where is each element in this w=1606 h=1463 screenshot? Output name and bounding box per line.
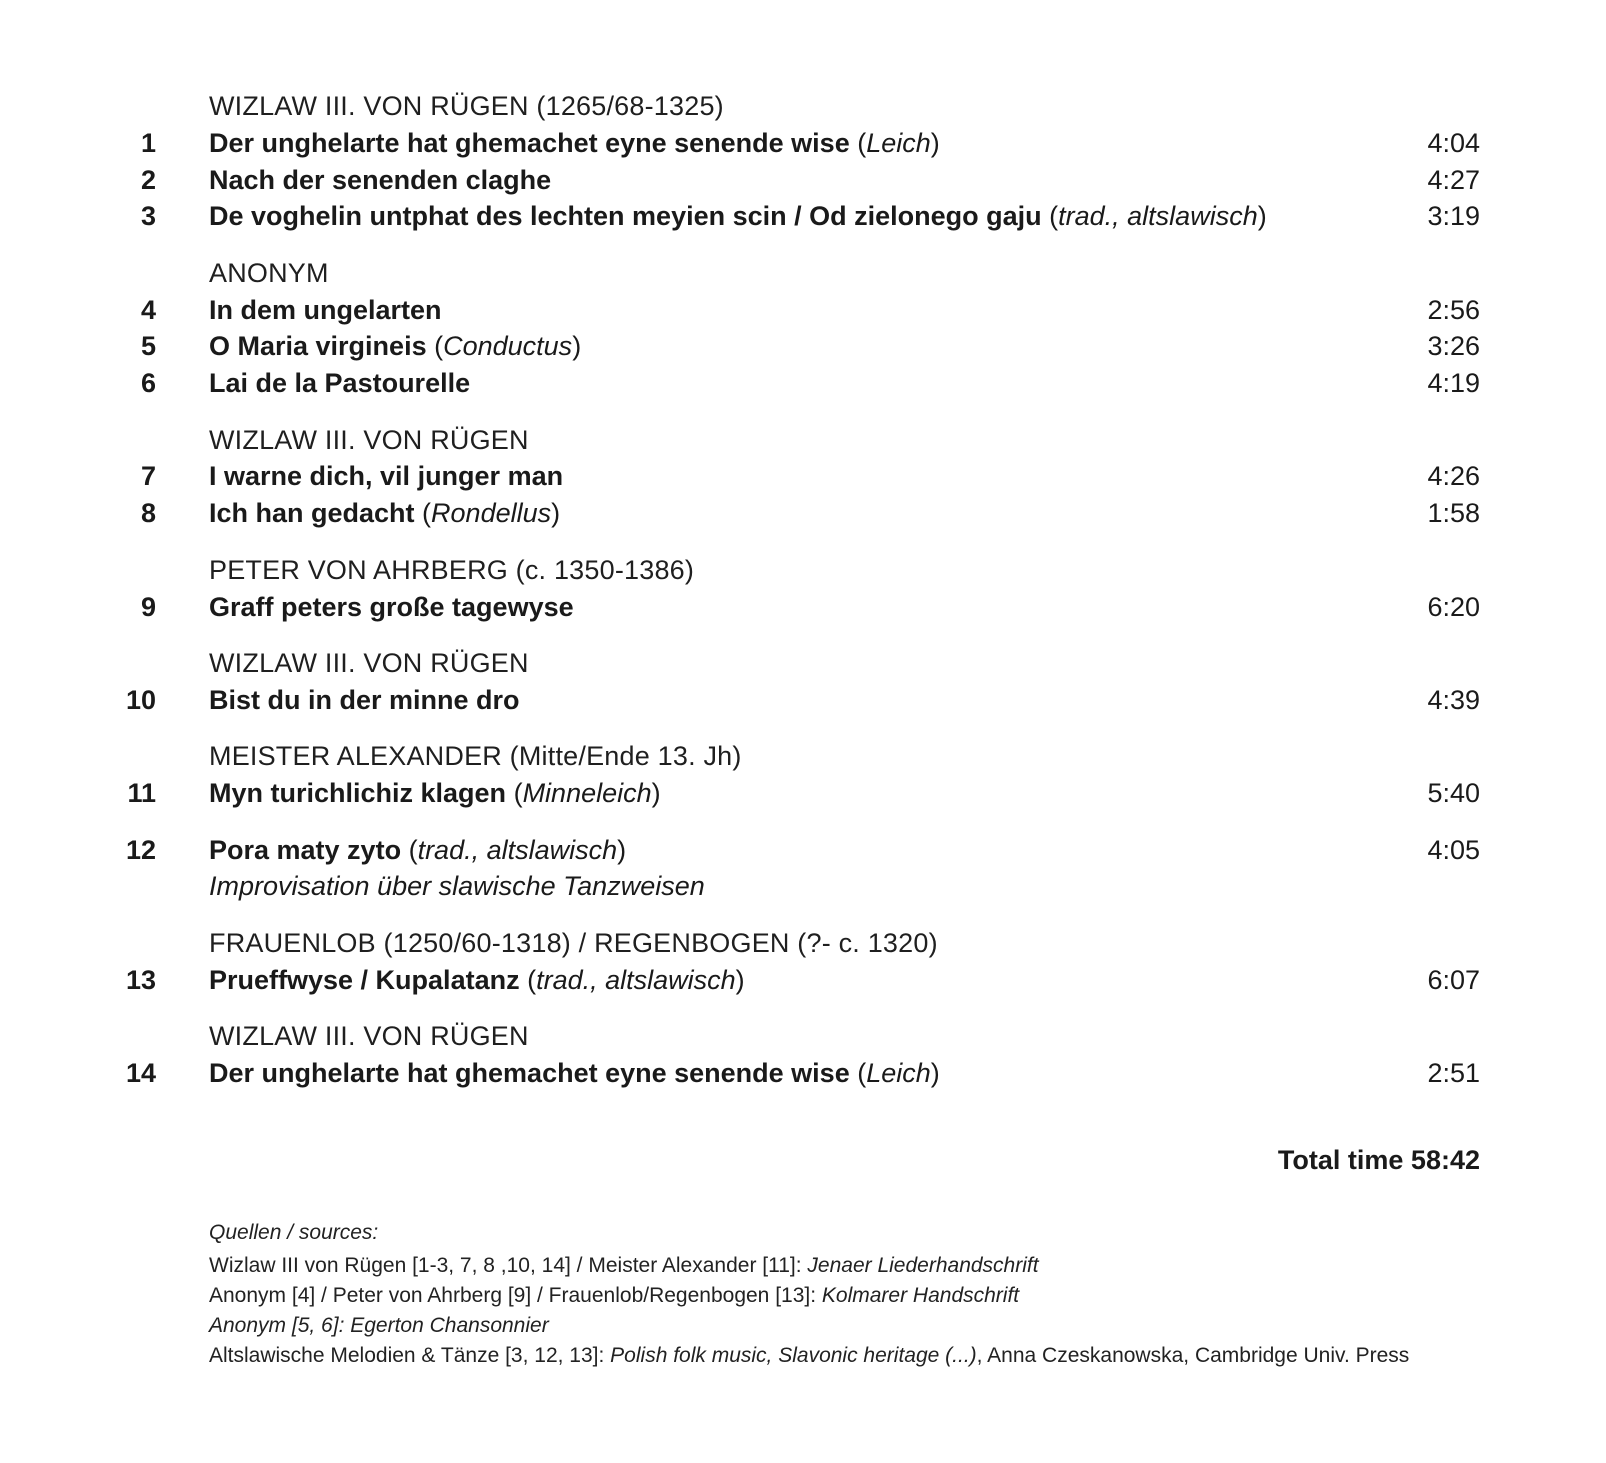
track-title: Pora maty zyto (trad., altslawisch)	[209, 835, 627, 865]
track-row	[0, 683, 1606, 719]
track-number: 13	[125, 965, 156, 995]
track-row	[0, 329, 1606, 365]
track-row	[0, 199, 1606, 235]
track-title: De voghelin untphat des lechten meyien scin / Od zielonego gaju (trad., altslawisch)	[209, 201, 1267, 231]
track-subtitle: Improvisation über slawische Tanzweisen	[209, 871, 705, 901]
track-title-text: Der unghelarte hat ghemachet eyne senende wise	[209, 128, 850, 158]
track-duration: 2:56	[1427, 295, 1480, 325]
composer-heading: WIZLAW III. VON RÜGEN	[209, 425, 529, 455]
track-duration: 5:40	[1427, 778, 1480, 808]
source-manuscript: Anonym [5, 6]: Egerton Chansonnier	[209, 1314, 549, 1337]
track-number: 2	[140, 165, 156, 195]
source-text: Wizlaw III von Rügen [1-3, 7, 8 ,10, 14] / Meister Alexander [11]:	[209, 1254, 808, 1277]
track-row	[0, 590, 1606, 626]
track-row	[0, 163, 1606, 199]
track-title: Ich han gedacht (Rondellus)	[209, 498, 561, 528]
track-note: Minneleich	[522, 778, 652, 808]
source-manuscript: Kolmarer Handschrift	[821, 1284, 1020, 1307]
track-number: 12	[125, 835, 156, 865]
track-number: 10	[125, 685, 156, 715]
track-duration: 6:07	[1427, 965, 1480, 995]
track-title	[209, 590, 574, 624]
track-number: 5	[140, 331, 156, 361]
track-row	[0, 833, 1606, 869]
track-title-text: Ich han gedacht	[209, 498, 415, 528]
track-title-text: O Maria virgineis	[209, 331, 427, 361]
track-note: Leich	[866, 1058, 931, 1088]
composer-heading: WIZLAW III. VON RÜGEN (1265/68-1325)	[209, 91, 724, 121]
track-title-text: Der unghelarte hat ghemachet eyne senende wise	[209, 1058, 850, 1088]
track-title-text: Pora maty zyto	[209, 835, 402, 865]
source-text: Altslawische Melodien & Tänze [3, 12, 13]:	[209, 1344, 611, 1367]
track-note: trad., altslawisch	[417, 835, 618, 865]
source-text: Anonym [4] / Peter von Ahrberg [9] / Frauenlob/Regenbogen [13]:	[209, 1284, 822, 1307]
track-duration: 4:04	[1427, 128, 1480, 158]
track-number: 9	[140, 592, 156, 622]
track-title: O Maria virgineis (Conductus)	[209, 331, 582, 361]
track-title-text: Nach der senenden claghe	[209, 165, 552, 195]
track-row	[0, 459, 1606, 495]
track-duration: 1:58	[1427, 498, 1480, 528]
track-title	[209, 293, 442, 327]
track-number: 4	[140, 295, 156, 325]
track-title	[209, 683, 520, 717]
track-row	[0, 1056, 1606, 1092]
track-note: Leich	[866, 128, 931, 158]
track-row	[0, 776, 1606, 812]
track-number: 14	[125, 1058, 156, 1088]
track-title-text: Bist du in der minne dro	[209, 685, 520, 715]
source-line	[209, 1251, 1409, 1281]
track-number: 7	[140, 461, 156, 491]
track-title-text: In dem ungelarten	[209, 295, 442, 325]
track-row	[0, 496, 1606, 532]
composer-heading: ANONYM	[209, 258, 329, 288]
track-note: Conductus	[443, 331, 573, 361]
track-number: 8	[140, 498, 156, 528]
track-number: 3	[140, 201, 156, 231]
track-title: Der unghelarte hat ghemachet eyne senende wise (Leich)	[209, 128, 940, 158]
total-time: Total time 58:42	[1277, 1145, 1480, 1175]
composer-heading: FRAUENLOB (1250/60-1318) / REGENBOGEN (?- c. 1320)	[209, 928, 938, 958]
track-row	[0, 126, 1606, 162]
source-line	[209, 1281, 1409, 1311]
track-note: Rondellus	[431, 498, 552, 528]
track-title-text: I warne dich, vil junger man	[209, 461, 564, 491]
track-row	[0, 963, 1606, 999]
track-title: Prueffwyse / Kupalatanz (trad., altslawisch)	[209, 965, 745, 995]
sources-list	[209, 1251, 1409, 1371]
composer-heading: WIZLAW III. VON RÜGEN	[209, 1021, 529, 1051]
track-duration: 4:05	[1427, 835, 1480, 865]
sources-block	[209, 1218, 1409, 1371]
track-duration: 3:26	[1427, 331, 1480, 361]
track-title	[209, 366, 470, 400]
track-row	[0, 366, 1606, 402]
composer-heading: WIZLAW III. VON RÜGEN	[209, 648, 529, 678]
track-duration: 6:20	[1427, 592, 1480, 622]
track-title-text: Prueffwyse / Kupalatanz	[209, 965, 520, 995]
track-duration: 4:39	[1427, 685, 1480, 715]
track-title	[209, 163, 551, 197]
composer-heading: PETER VON AHRBERG (c. 1350-1386)	[209, 555, 695, 585]
source-line	[209, 1341, 1409, 1371]
track-title-text: Myn turichlichiz klagen	[209, 778, 507, 808]
track-title-text: De voghelin untphat des lechten meyien scin / Od zielonego gaju	[209, 201, 1042, 231]
source-text-tail: , Anna Czeskanowska, Cambridge Univ. Press	[976, 1344, 1410, 1367]
track-number: 6	[140, 368, 156, 398]
track-duration: 4:19	[1427, 368, 1480, 398]
source-line	[209, 1311, 1409, 1341]
track-title	[209, 459, 563, 493]
track-title: Myn turichlichiz klagen (Minneleich)	[209, 778, 661, 808]
track-note: trad., altslawisch	[1058, 201, 1258, 231]
composer-heading: MEISTER ALEXANDER (Mitte/Ende 13. Jh)	[209, 741, 742, 771]
track-duration: 2:51	[1427, 1058, 1480, 1088]
sources-heading: Quellen / sources:	[209, 1221, 379, 1244]
track-duration: 4:27	[1427, 165, 1480, 195]
track-duration: 3:19	[1427, 201, 1480, 231]
track-title: Der unghelarte hat ghemachet eyne senende wise (Leich)	[209, 1058, 940, 1088]
track-title-text: Lai de la Pastourelle	[209, 368, 471, 398]
track-note: trad., altslawisch	[536, 965, 736, 995]
track-title-text: Graff peters große tagewyse	[209, 592, 574, 622]
source-manuscript: Jenaer Liederhandschrift	[807, 1254, 1039, 1277]
track-number: 11	[127, 778, 156, 808]
track-duration: 4:26	[1427, 461, 1480, 491]
track-row	[0, 293, 1606, 329]
track-number: 1	[140, 128, 156, 158]
source-manuscript: Polish folk music, Slavonic heritage (...)	[610, 1344, 977, 1367]
